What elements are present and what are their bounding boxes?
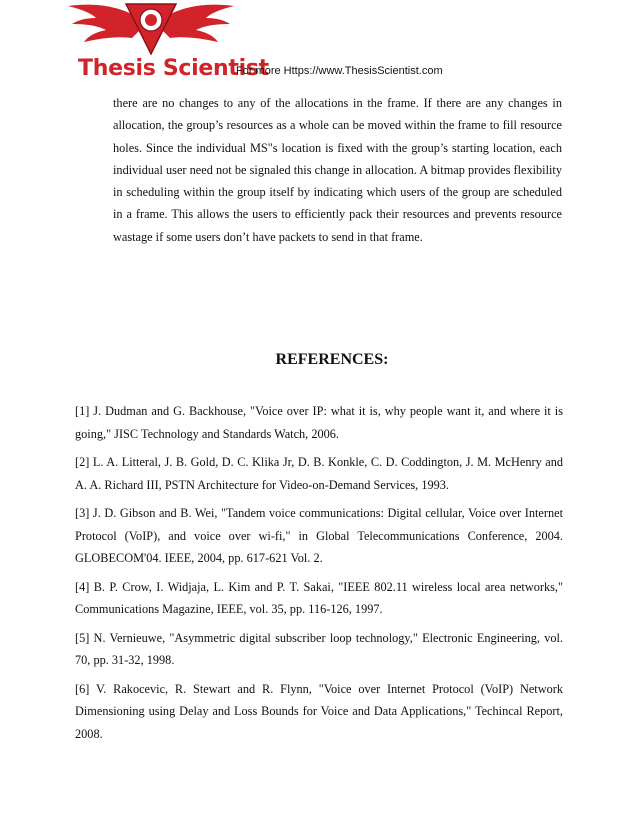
references-heading: REFERENCES: bbox=[275, 351, 389, 368]
brand-name: Thesis Scientist bbox=[78, 56, 269, 81]
reference-item: [5] N. Vernieuwe, "Asymmetric digital subscriber loop technology," Electronic Engineering, vol. 70, pp. 31-32, 1998. bbox=[75, 630, 563, 667]
page-header bbox=[0, 0, 638, 88]
reference-item: [4] B. P. Crow, I. Widjaja, L. Kim and P. T. Sakai, "IEEE 802.11 wireless local area networks," Communications Magazine, IEEE, vol. 35, pp. 116-126, 1997. bbox=[75, 579, 563, 616]
reference-item: [2] L. A. Litteral, J. B. Gold, D. C. Klika Jr, D. B. Konkle, C. D. Coddington, J. M. McHenry and A. A. Richard III, PSTN Architecture for Video-on-Demand Services, 1993. bbox=[75, 455, 563, 492]
reference-item: [3] J. D. Gibson and B. Wei, "Tandem voice communications: Digital cellular, Voice over Internet Protocol (VoIP), and voice over wi-fi," in Global Telecommunications Conference, 2004. GLOBECOM'04. IEEE, 2004, pp. 617-621 Vol. 2. bbox=[75, 506, 563, 565]
references-list bbox=[75, 400, 563, 751]
reference-item: [6] V. Rakocevic, R. Stewart and R. Flynn, "Voice over Internet Protocol (VoIP) Network Dimensioning using Delay and Loss Bounds for Voice and Data Applications," Techincal Report, 2008. bbox=[75, 681, 563, 741]
winged-shield-logo-icon bbox=[66, 0, 236, 58]
website-tagline[interactable]: For more Https://www.ThesisScientist.com bbox=[236, 65, 443, 77]
reference-item: [1] J. Dudman and G. Backhouse, "Voice over IP: what it is, why people want it, and where it is going," JISC Technology and Standards Watch, 2006. bbox=[75, 404, 563, 441]
intro-paragraph: there are no changes to any of the allocations in the frame. If there are any changes in allocation, the group’s resources as a whole can be moved within the frame to fill resource holes. Since the individual MS"s location is fixed with the group’s starting location, each individual user need not be signaled this change in allocation. A bitmap provides flexibility in scheduling within the group itself by indicating which users of the group are scheduled in a frame. This allows the users to efficiently pack their resources and prevents resource wastage if some users don’t have packets to send in that frame. bbox=[113, 96, 562, 244]
